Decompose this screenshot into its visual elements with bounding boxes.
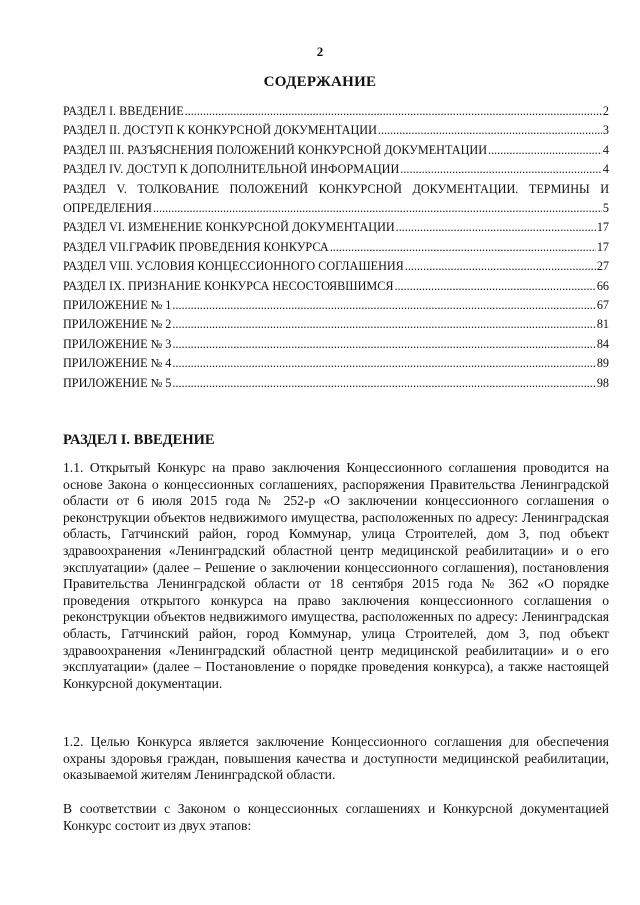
toc-entry-title: ПРИЛОЖЕНИЕ № 1 (63, 298, 172, 313)
toc-entry-title: ПРИЛОЖЕНИЕ № 3 (63, 336, 172, 351)
page-number: 2 (316, 44, 324, 59)
toc-entry-title: РАЗДЕЛ IX. ПРИЗНАНИЕ КОНКУРСА НЕСОСТОЯВШИМСЯ (63, 278, 394, 293)
toc-entry-section-5[interactable] (63, 180, 609, 219)
toc-entry-title: РАЗДЕЛ VI. ИЗМЕНЕНИЕ КОНКУРСНОЙ ДОКУМЕНТАЦИИ (63, 220, 395, 235)
toc-entry-appendix-1[interactable] (63, 296, 609, 315)
paragraph-stages: В соответствии с Законом о концессионных соглашениях и Конкурсной документацией Конкурс состоит из двух этапов: (63, 801, 609, 833)
section-heading: РАЗДЕЛ I. ВВЕДЕНИЕ (63, 432, 215, 448)
toc-entry-title: РАЗДЕЛ III. РАЗЪЯСНЕНИЯ ПОЛОЖЕНИЙ КОНКУРСНОЙ ДОКУМЕНТАЦИИ (63, 142, 488, 157)
toc-title: СОДЕРЖАНИЕ (263, 74, 377, 90)
toc-entry-appendix-3[interactable] (63, 335, 609, 354)
toc-entry-appendix-2[interactable] (63, 315, 609, 334)
toc-entry-page: 2 (602, 104, 609, 118)
toc-entry-page: 67 (596, 298, 609, 313)
toc-entry-page: 27 (596, 259, 609, 274)
toc-entry-title: РАЗДЕЛ VII.ГРАФИК ПРОВЕДЕНИЯ КОНКУРСА (63, 239, 329, 254)
toc-entry-page: 84 (596, 336, 609, 351)
toc-entry-section-7[interactable] (63, 238, 609, 257)
toc-entry-page: 17 (596, 220, 609, 235)
table-of-contents (63, 102, 609, 393)
toc-entry-page: 66 (596, 278, 609, 293)
toc-entry-page: 89 (596, 356, 609, 371)
toc-entry-title-line1: РАЗДЕЛ V. ТОЛКОВАНИЕ ПОЛОЖЕНИЙ КОНКУРСНОЙ ДОКУМЕНТАЦИИ. ТЕРМИНЫ И (63, 181, 609, 196)
paragraph-1-2: 1.2. Целью Конкурса является заключение Концессионного соглашения для обеспечения охраны здоровья граждан, повышения качества и доступности медицинской реабилитации, оказываемой жителям Ленинградской области. (63, 734, 609, 783)
toc-entry-section-2[interactable] (63, 121, 609, 140)
toc-entry-section-3[interactable] (63, 141, 609, 160)
paragraph-1-1: 1.1. Открытый Конкурс на право заключения Концессионного соглашения проводится на основе Закона о концессионных соглашениях, распоряжения Правительства Ленинградской области от 6 июля 2015 года № 252-р «О заключении концессионного соглашения о реконструкции объектов недвижимого имущества, расположенных по адресу: Ленинградская область, Гатчинский район, город Коммунар, улица Строителей, дом 3, под объект здравоохранения «Ленинградский областной центр медицинской реабилитации» и о его эксплуатации» (далее – Решение о заключении концессионного соглашения), постановления Правительства Ленинградской области от 18 сентября 2015 года № 362 «О порядке проведения открытого конкурса на право заключения концессионного соглашения о реконструкции объектов недвижимого имущества, расположенных по адресу: Ленинградская область, Гатчинский район, город Коммунар, улица Строителей, дом 3, под объект здравоохранения «Ленинградский областной центр медицинской реабилитации» и о его эксплуатации» (далее – Постановление о порядке проведения конкурса), а также настоящей Конкурсной документации. (63, 460, 609, 691)
toc-entry-page: 98 (596, 375, 609, 390)
toc-entry-page: 4 (602, 162, 609, 177)
toc-entry-section-6[interactable] (63, 218, 609, 237)
toc-entry-page: 81 (596, 317, 609, 332)
toc-entry-title: РАЗДЕЛ II. ДОСТУП К КОНКУРСНОЙ ДОКУМЕНТАЦИИ (63, 123, 377, 138)
toc-entry-page: 3 (602, 123, 609, 138)
toc-entry-page: 17 (596, 239, 609, 254)
toc-entry-title: ОПРЕДЕЛЕНИЯ (63, 201, 152, 216)
toc-entry-title: ПРИЛОЖЕНИЕ № 4 (63, 356, 172, 371)
toc-entry-section-1[interactable] (63, 102, 609, 121)
toc-entry-section-9[interactable] (63, 277, 609, 296)
toc-entry-section-8[interactable] (63, 257, 609, 276)
toc-entry-page: 5 (602, 201, 609, 216)
toc-entry-title: РАЗДЕЛ IV. ДОСТУП К ДОПОЛНИТЕЛЬНОЙ ИНФОРМАЦИИ (63, 162, 400, 177)
toc-entry-section-4[interactable] (63, 160, 609, 179)
toc-entry-title: ПРИЛОЖЕНИЕ № 2 (63, 317, 172, 332)
toc-entry-page: 4 (602, 142, 609, 157)
toc-entry-appendix-4[interactable] (63, 354, 609, 373)
toc-entry-title: ПРИЛОЖЕНИЕ № 5 (63, 375, 172, 390)
toc-entry-title: РАЗДЕЛ VIII. УСЛОВИЯ КОНЦЕССИОННОГО СОГЛАШЕНИЯ (63, 259, 404, 274)
toc-entry-title: РАЗДЕЛ I. ВВЕДЕНИЕ (63, 104, 184, 118)
toc-entry-appendix-5[interactable] (63, 374, 609, 393)
